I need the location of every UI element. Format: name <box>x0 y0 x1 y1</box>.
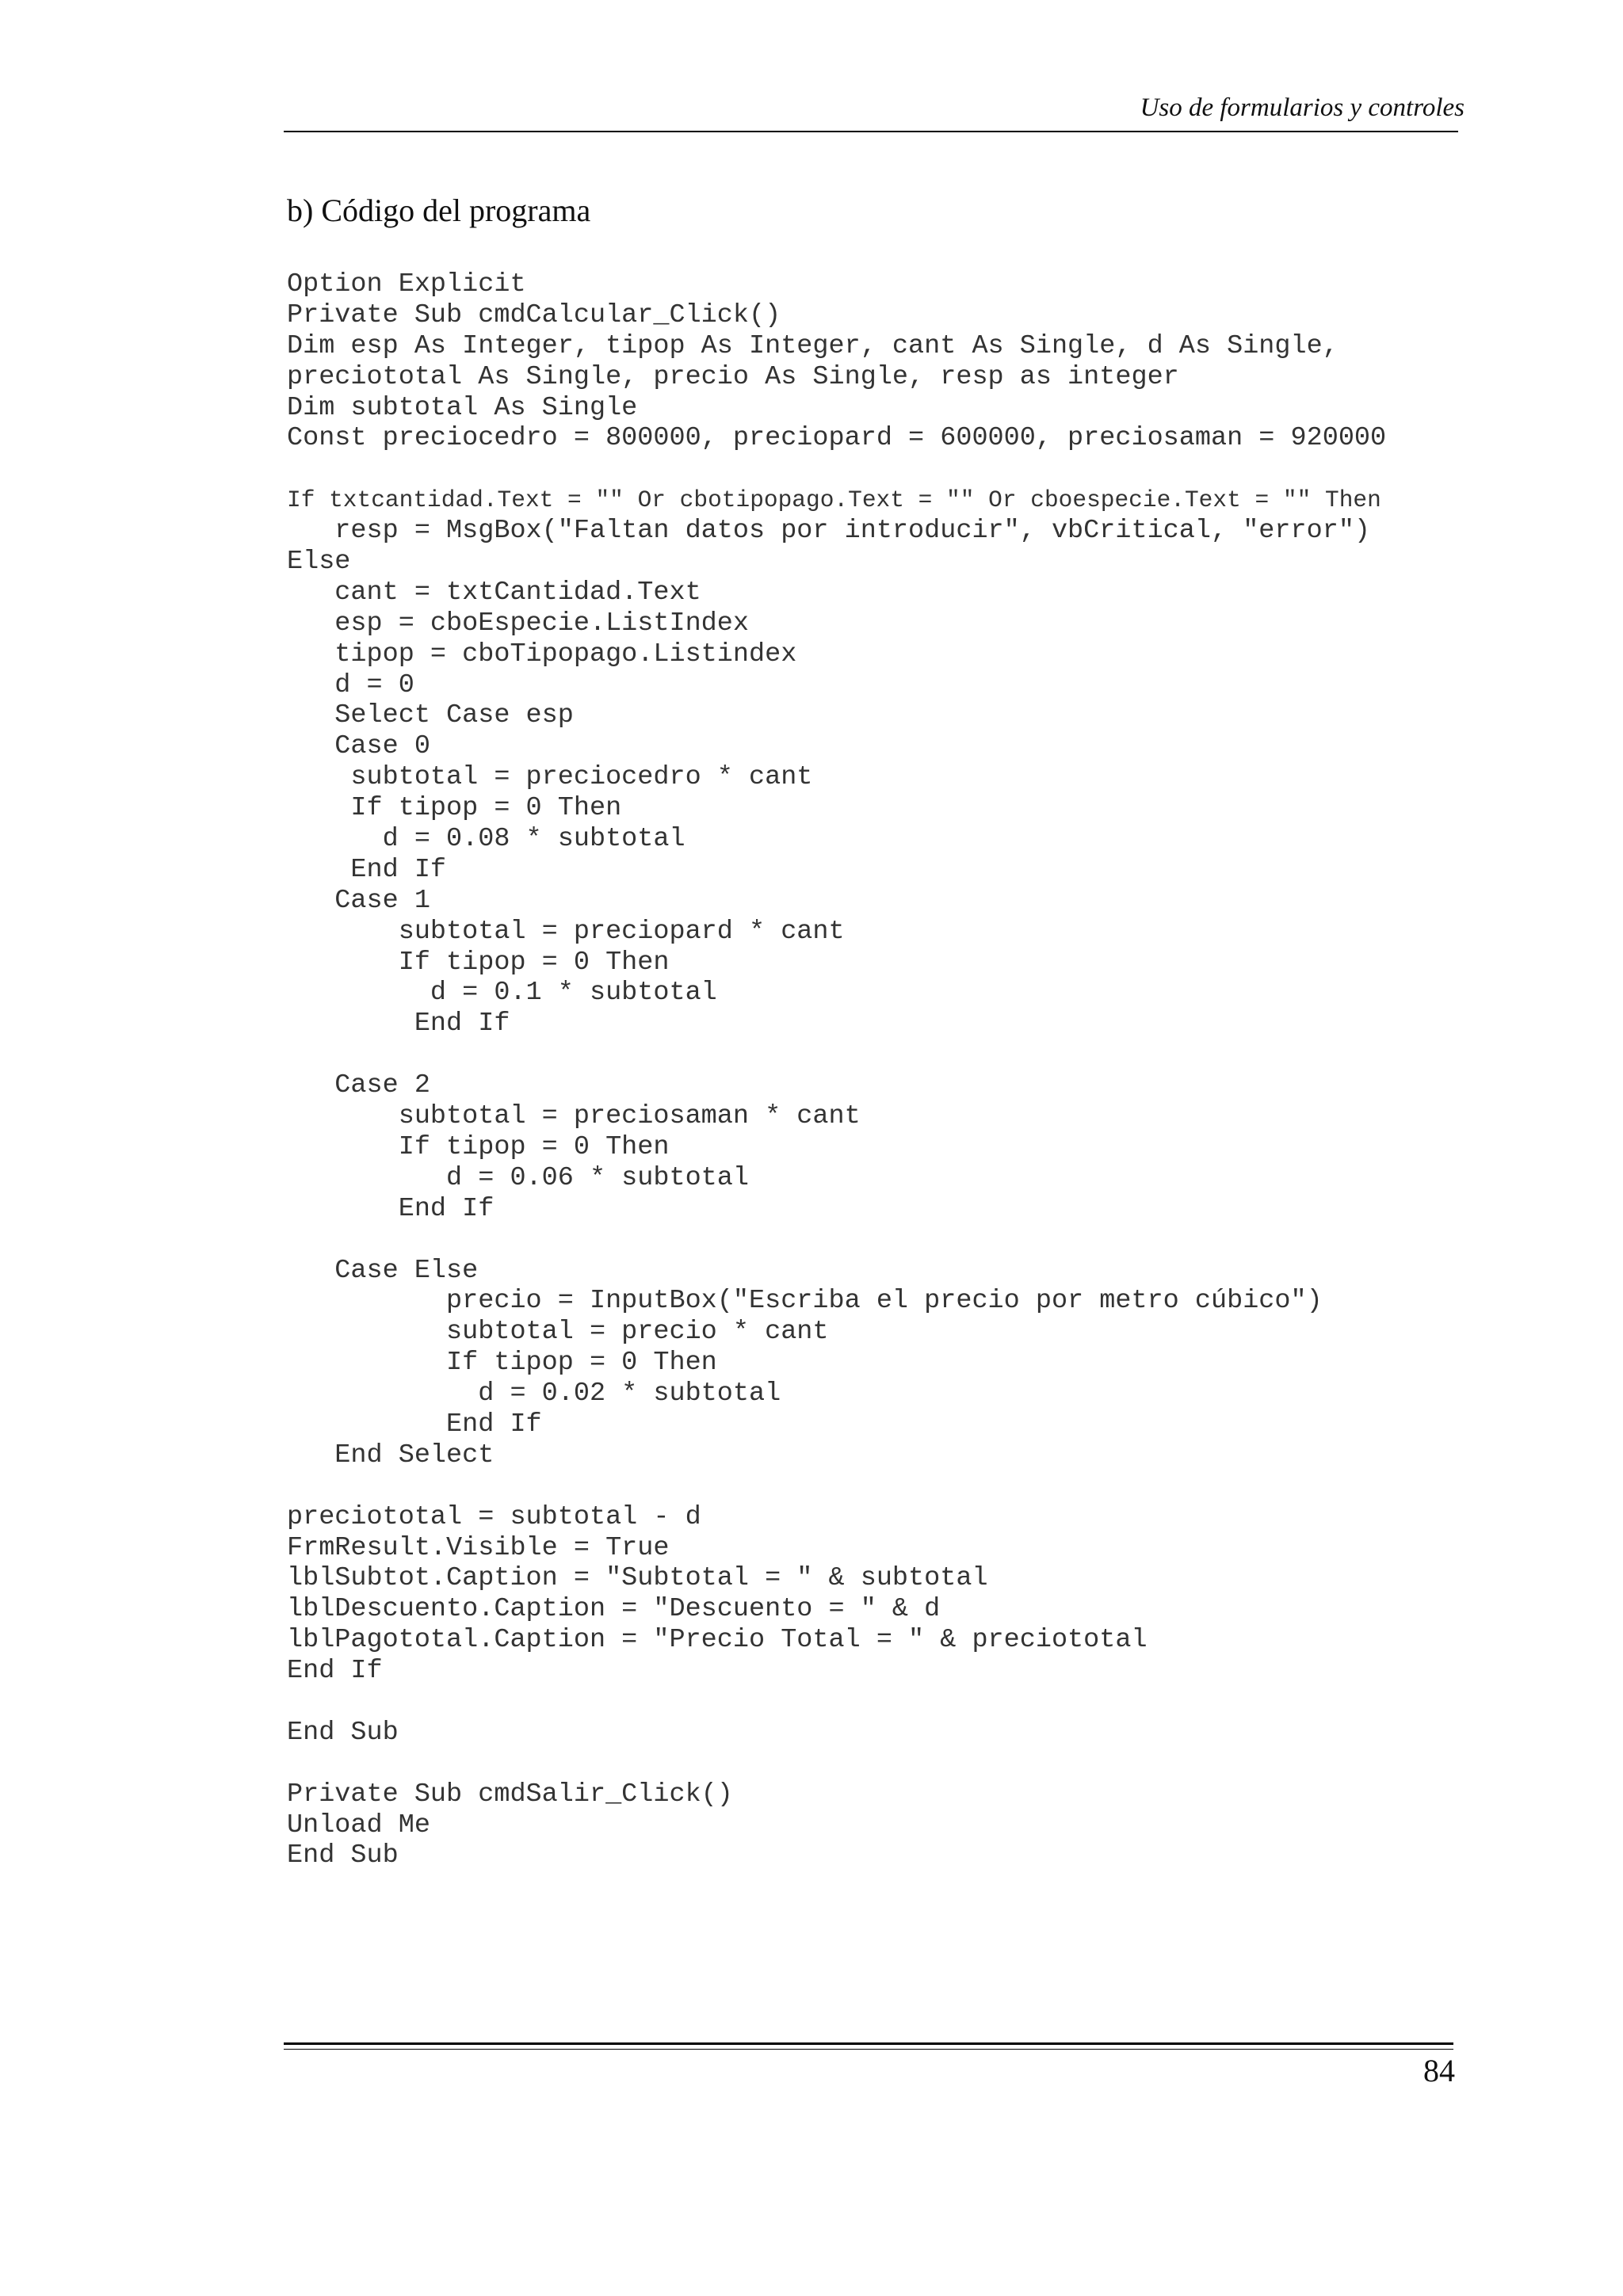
code-line: Case 2 <box>287 1070 430 1101</box>
code-line: Case Else <box>287 1255 479 1286</box>
code-line: If tipop = 0 Then <box>287 1131 670 1162</box>
code-line: Case 1 <box>287 885 430 916</box>
code-line: End If <box>287 1009 510 1039</box>
code-line: End Select <box>287 1440 495 1470</box>
code-line: End Sub <box>287 1717 399 1748</box>
code-line: End If <box>287 854 447 885</box>
code-line: preciototal = subtotal - d <box>287 1501 701 1532</box>
section-title: b) Código del programa <box>287 193 591 228</box>
code-line: lblDescuento.Caption = "Descuento = " & d <box>287 1594 941 1625</box>
page-number: 84 <box>1423 2053 1455 2088</box>
code-line: subtotal = precio * cant <box>287 1317 829 1348</box>
code-blank-line <box>287 1749 1386 1779</box>
running-header: Uso de formularios y controles <box>1140 93 1465 122</box>
code-line: precio = InputBox("Escriba el precio por metro cúbico") <box>287 1286 1323 1317</box>
code-line: Const preciocedro = 800000, preciopard = 600000, preciosaman = 920000 <box>287 423 1387 454</box>
code-line: Case 0 <box>287 731 430 762</box>
code-line: subtotal = preciosaman * cant <box>287 1101 861 1132</box>
code-blank-line <box>287 1687 1386 1718</box>
code-line: FrmResult.Visible = True <box>287 1532 670 1563</box>
code-line: End If <box>287 1656 383 1687</box>
code-line: d = 0.02 * subtotal <box>287 1379 781 1409</box>
code-line: Dim esp As Integer, tipop As Integer, cant As Single, d As Single, <box>287 330 1338 361</box>
code-line: End If <box>287 1409 542 1440</box>
code-line: cant = txtCantidad.Text <box>287 577 701 608</box>
code-listing <box>287 269 1386 1871</box>
code-line: d = 0.1 * subtotal <box>287 978 717 1009</box>
code-line: resp = MsgBox("Faltan datos por introducir", vbCritical, "error") <box>287 516 1371 547</box>
header-rule <box>284 131 1458 132</box>
code-line: Dim subtotal As Single <box>287 392 638 423</box>
code-line: If tipop = 0 Then <box>287 793 622 824</box>
code-blank-line <box>287 1225 1386 1256</box>
code-line: d = 0 <box>287 669 414 700</box>
code-line: If tipop = 0 Then <box>287 1348 717 1379</box>
code-blank-line <box>287 1039 1386 1070</box>
code-line: esp = cboEspecie.ListIndex <box>287 608 749 639</box>
code-line: Private Sub cmdSalir_Click() <box>287 1779 733 1810</box>
code-line: End If <box>287 1193 495 1224</box>
code-line: If txtcantidad.Text = "" Or cbotipopago.Text = "" Or cboespecie.Text = "" Then <box>287 486 1381 514</box>
code-line: Option Explicit <box>287 269 526 299</box>
code-line: subtotal = preciopard * cant <box>287 916 845 947</box>
code-blank-line <box>287 1471 1386 1502</box>
code-line: Private Sub cmdCalcular_Click() <box>287 299 781 330</box>
code-line: Else <box>287 547 351 578</box>
code-line: If tipop = 0 Then <box>287 947 670 978</box>
code-line: Select Case esp <box>287 700 574 731</box>
code-line: Unload Me <box>287 1810 430 1840</box>
code-line: preciototal As Single, precio As Single, resp as integer <box>287 361 1179 392</box>
code-line: tipop = cboTipopago.Listindex <box>287 639 797 669</box>
footer-rule-thin <box>284 2049 1453 2050</box>
code-line: lblPagototal.Caption = "Precio Total = " & preciototal <box>287 1625 1148 1656</box>
code-blank-line <box>287 454 1386 485</box>
footer-rule-thick <box>284 2042 1453 2045</box>
code-line: d = 0.08 * subtotal <box>287 824 685 855</box>
code-line: d = 0.06 * subtotal <box>287 1162 749 1193</box>
code-line: End Sub <box>287 1840 399 1871</box>
code-line: subtotal = preciocedro * cant <box>287 762 813 793</box>
code-line: lblSubtot.Caption = "Subtotal = " & subtotal <box>287 1563 988 1594</box>
